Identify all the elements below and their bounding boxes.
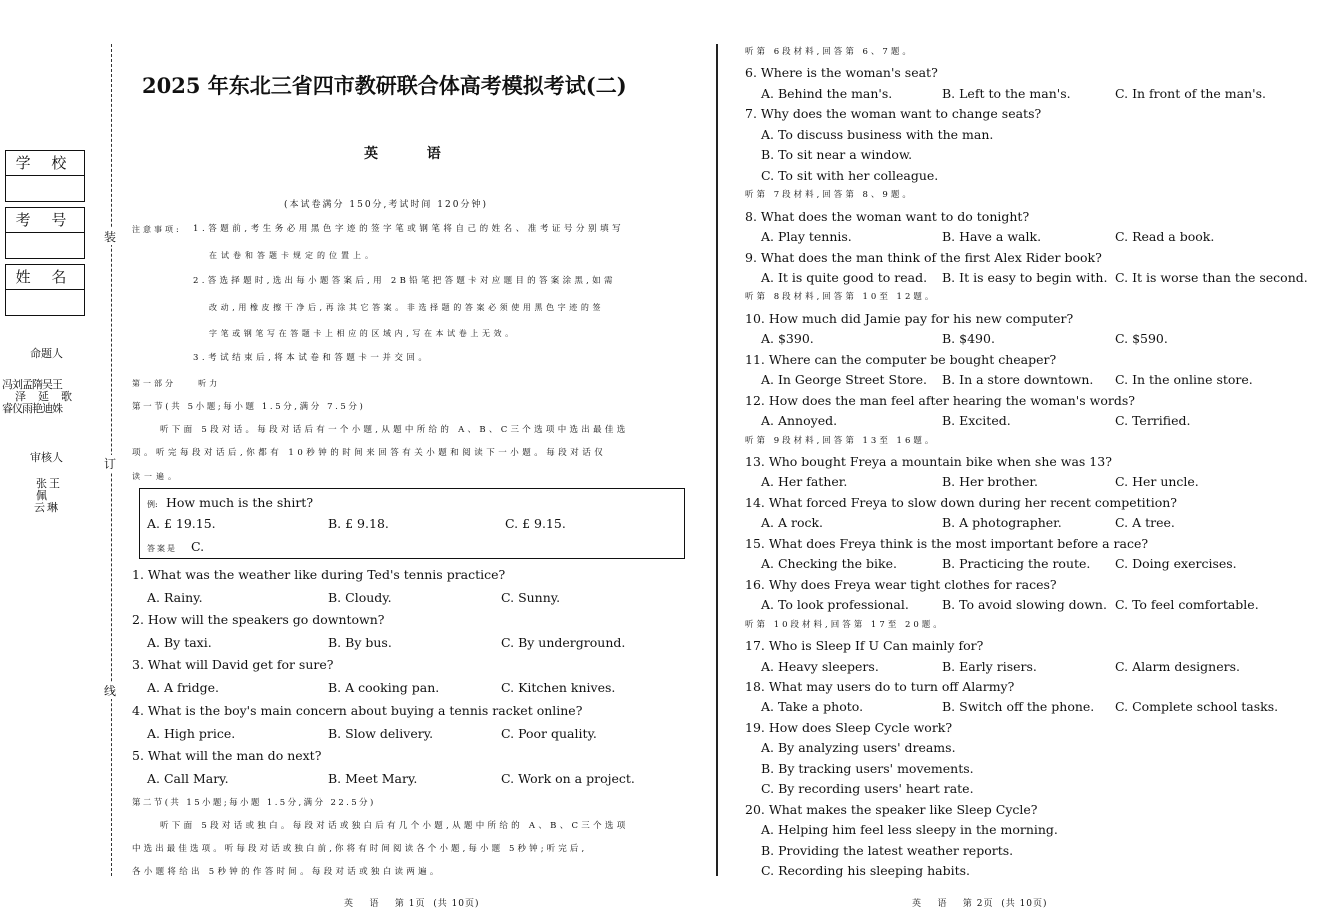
right-question: 12. How does the man feel after hearing the woman's words? bbox=[745, 393, 1135, 408]
reviewers-row-1: 张王 bbox=[36, 477, 62, 490]
right-option: C. In the online store. bbox=[1115, 372, 1253, 387]
material-heading: 听第 10段材料,回答第 17至 20题。 bbox=[745, 620, 945, 630]
right-question: 19. How does Sleep Cycle work? bbox=[745, 720, 953, 735]
right-question: 13. Who bought Freya a mountain bike when she was 13? bbox=[745, 454, 1112, 469]
right-option: B. By tracking users' movements. bbox=[761, 761, 974, 776]
section-two-instr-3: 各小题将给出 5秒钟的作答时间。每段对话或独白读两遍。 bbox=[132, 867, 442, 877]
notes-label: 注意事项: bbox=[132, 225, 182, 234]
right-question: 16. Why does Freya wear tight clothes for races? bbox=[745, 577, 1057, 592]
right-option: C. Terrified. bbox=[1115, 413, 1191, 428]
setters-label: 命题人 bbox=[30, 347, 63, 360]
right-option: C. To feel comfortable. bbox=[1115, 597, 1259, 612]
right-question: 9. What does the man think of the first Alex Rider book? bbox=[745, 250, 1102, 265]
right-option: C. In front of the man's. bbox=[1115, 86, 1266, 101]
right-option: B. Providing the latest weather reports. bbox=[761, 843, 1014, 858]
right-option: C. Read a book. bbox=[1115, 229, 1215, 244]
right-option: A. Heavy sleepers. bbox=[761, 659, 879, 674]
example-answer-label: 答案是 bbox=[147, 544, 177, 553]
right-question: 17. Who is Sleep If U Can mainly for? bbox=[745, 638, 984, 653]
right-option: A. It is quite good to read. bbox=[761, 270, 928, 285]
right-option: B. Left to the man's. bbox=[942, 86, 1071, 101]
right-option: C. Her uncle. bbox=[1115, 474, 1199, 489]
right-option: B. Early risers. bbox=[942, 659, 1037, 674]
exam-info: (本试卷满分 150分,考试时间 120分钟) bbox=[284, 200, 488, 210]
page-one-footer: 英 语 第 1页 (共 10页) bbox=[344, 899, 480, 909]
name-label: 姓 名 bbox=[6, 265, 84, 290]
exam-title: 2025 年东北三省四市教研联合体高考模拟考试(二) bbox=[142, 73, 627, 98]
right-option: A. Play tennis. bbox=[761, 229, 852, 244]
question-2-option-c: C. By underground. bbox=[501, 635, 626, 650]
right-question: 15. What does Freya think is the most important before a race? bbox=[745, 536, 1149, 551]
reviewers-row-3: 云琳 bbox=[34, 501, 60, 514]
note-line-4: 改动,用橡皮擦干净后,再涂其它答案。非选择题的答案必须使用黑色字迹的签 bbox=[209, 303, 605, 312]
question-2: 2. How will the speakers go downtown? bbox=[132, 612, 385, 627]
example-question: How much is the shirt? bbox=[166, 495, 314, 510]
right-option: A. A rock. bbox=[761, 515, 824, 530]
right-question: 11. Where can the computer be bought cheaper? bbox=[745, 352, 1057, 367]
question-1-option-a: A. Rainy. bbox=[147, 590, 203, 605]
right-option: B. To avoid slowing down. bbox=[942, 597, 1107, 612]
example-label: 例: bbox=[147, 500, 158, 509]
note-line-1: 1.答题前,考生务必用黑色字迹的签字笔或钢笔将自己的姓名、准考证号分别填写 bbox=[193, 224, 625, 234]
reviewers-row-2: 佩 bbox=[36, 489, 47, 502]
exam-number-box bbox=[5, 207, 85, 259]
material-heading: 听第 6段材料,回答第 6、7题。 bbox=[745, 47, 914, 57]
note-line-2: 在试卷和答题卡规定的位置上。 bbox=[209, 251, 377, 260]
right-option: A. Checking the bike. bbox=[761, 556, 897, 571]
example-answer: C. bbox=[191, 539, 205, 554]
section-one-instr-2: 项。听完每段对话后,你都有 10秒钟的时间来回答有关小题和阅读下一小题。每段对话仅 bbox=[132, 448, 607, 458]
note-line-5: 字笔或钢笔写在答题卡上相应的区域内,写在本试卷上无效。 bbox=[209, 329, 517, 338]
example-option-b: B. £ 9.18. bbox=[328, 516, 389, 531]
right-option: A. To discuss business with the man. bbox=[761, 127, 994, 142]
name-box bbox=[5, 264, 85, 316]
right-option: A. In George Street Store. bbox=[761, 372, 928, 387]
right-option: B. To sit near a window. bbox=[761, 147, 913, 162]
setters-row-2: 泽延歌 bbox=[15, 390, 84, 403]
right-option: C. Recording his sleeping habits. bbox=[761, 863, 970, 878]
question-5-option-a: A. Call Mary. bbox=[147, 771, 229, 786]
right-option: C. Doing exercises. bbox=[1115, 556, 1237, 571]
right-question: 6. Where is the woman's seat? bbox=[745, 65, 938, 80]
right-option: A. Annoyed. bbox=[761, 413, 838, 428]
right-option: A. Behind the man's. bbox=[761, 86, 893, 101]
section-two-instr-1: 听下面 5段对话或独白。每段对话或独白后有几个小题,从题中所给的 A、B、C三个选项 bbox=[160, 821, 629, 831]
question-4: 4. What is the boy's main concern about buying a tennis racket online? bbox=[132, 703, 583, 718]
right-question: 20. What makes the speaker like Sleep Cycle? bbox=[745, 802, 1038, 817]
right-option: C. To sit with her colleague. bbox=[761, 168, 939, 183]
right-option: A. Her father. bbox=[761, 474, 848, 489]
right-option: B. It is easy to begin with. bbox=[942, 270, 1108, 285]
setters-row-3: 睿仪雨艳迪姝 bbox=[2, 402, 62, 415]
right-option: B. In a store downtown. bbox=[942, 372, 1094, 387]
setters-row-1: 冯刘孟隋吴王 bbox=[2, 378, 62, 391]
question-3: 3. What will David get for sure? bbox=[132, 657, 334, 672]
bind-char-1: 装 bbox=[104, 230, 117, 244]
question-4-option-c: C. Poor quality. bbox=[501, 726, 597, 741]
school-label: 学 校 bbox=[6, 151, 84, 176]
exam-number-label: 考 号 bbox=[6, 208, 84, 233]
page-divider bbox=[716, 44, 718, 876]
page-two-footer: 英 语 第 2页 (共 10页) bbox=[912, 899, 1048, 909]
question-5-option-c: C. Work on a project. bbox=[501, 771, 635, 786]
bind-char-3: 线 bbox=[104, 684, 117, 698]
section-one-heading: 第一节(共 5小题;每小题 1.5分,满分 7.5分) bbox=[132, 402, 366, 412]
question-1-option-b: B. Cloudy. bbox=[328, 590, 392, 605]
right-option: A. By analyzing users' dreams. bbox=[761, 740, 956, 755]
question-1-option-c: C. Sunny. bbox=[501, 590, 561, 605]
right-option: A. Helping him feel less sleepy in the morning. bbox=[761, 822, 1058, 837]
question-4-option-b: B. Slow delivery. bbox=[328, 726, 434, 741]
right-option: B. Practicing the route. bbox=[942, 556, 1091, 571]
question-3-option-c: C. Kitchen knives. bbox=[501, 680, 616, 695]
right-option: A. $390. bbox=[761, 331, 814, 346]
right-option: C. A tree. bbox=[1115, 515, 1175, 530]
part-one-heading: 第一部分 听力 bbox=[132, 379, 221, 388]
right-question: 7. Why does the woman want to change seats? bbox=[745, 106, 1042, 121]
note-line-6: 3.考试结束后,将本试卷和答题卡一并交回。 bbox=[193, 353, 431, 363]
bind-char-2: 订 bbox=[104, 457, 117, 471]
right-option: B. A photographer. bbox=[942, 515, 1062, 530]
question-2-option-b: B. By bus. bbox=[328, 635, 392, 650]
example-option-c: C. £ 9.15. bbox=[505, 516, 566, 531]
right-option: C. It is worse than the second. bbox=[1115, 270, 1308, 285]
question-3-option-b: B. A cooking pan. bbox=[328, 680, 440, 695]
right-option: A. To look professional. bbox=[761, 597, 909, 612]
right-option: C. By recording users' heart rate. bbox=[761, 781, 974, 796]
section-two-heading: 第二节(共 15小题;每小题 1.5分,满分 22.5分) bbox=[132, 798, 376, 808]
section-one-instr-1: 听下面 5段对话。每段对话后有一个小题,从题中所给的 A、B、C三个选项中选出最佳选 bbox=[160, 425, 629, 435]
right-option: B. Her brother. bbox=[942, 474, 1038, 489]
reviewers-label: 审核人 bbox=[30, 451, 63, 464]
question-5: 5. What will the man do next? bbox=[132, 748, 322, 763]
right-option: A. Take a photo. bbox=[761, 699, 864, 714]
right-option: B. Excited. bbox=[942, 413, 1011, 428]
right-option: B. Switch off the phone. bbox=[942, 699, 1095, 714]
section-one-instr-3: 读一遍。 bbox=[132, 472, 180, 481]
example-option-a: A. £ 19.15. bbox=[147, 516, 216, 531]
right-option: B. Have a walk. bbox=[942, 229, 1042, 244]
question-5-option-b: B. Meet Mary. bbox=[328, 771, 418, 786]
question-2-option-a: A. By taxi. bbox=[147, 635, 212, 650]
material-heading: 听第 8段材料,回答第 10至 12题。 bbox=[745, 292, 937, 302]
question-3-option-a: A. A fridge. bbox=[147, 680, 219, 695]
note-line-3: 2.答选择题时,选出每小题答案后,用 2B铅笔把答题卡对应题目的答案涂黑,如需 bbox=[193, 276, 616, 286]
right-question: 18. What may users do to turn off Alarmy? bbox=[745, 679, 1015, 694]
school-box bbox=[5, 150, 85, 202]
material-heading: 听第 7段材料,回答第 8、9题。 bbox=[745, 190, 914, 200]
right-option: B. $490. bbox=[942, 331, 995, 346]
right-option: C. $590. bbox=[1115, 331, 1168, 346]
material-heading: 听第 9段材料,回答第 13至 16题。 bbox=[745, 436, 937, 446]
subject-title: 英 语 bbox=[364, 146, 441, 162]
right-question: 14. What forced Freya to slow down during her recent competition? bbox=[745, 495, 1177, 510]
question-1: 1. What was the weather like during Ted's tennis practice? bbox=[132, 567, 506, 582]
right-question: 10. How much did Jamie pay for his new computer? bbox=[745, 311, 1074, 326]
question-4-option-a: A. High price. bbox=[147, 726, 236, 741]
right-question: 8. What does the woman want to do tonight? bbox=[745, 209, 1030, 224]
right-option: C. Alarm designers. bbox=[1115, 659, 1240, 674]
right-option: C. Complete school tasks. bbox=[1115, 699, 1279, 714]
section-two-instr-2: 中选出最佳选项。听每段对话或独白前,你将有时间阅读各个小题,每小题 5秒钟;听完后, bbox=[132, 844, 588, 854]
